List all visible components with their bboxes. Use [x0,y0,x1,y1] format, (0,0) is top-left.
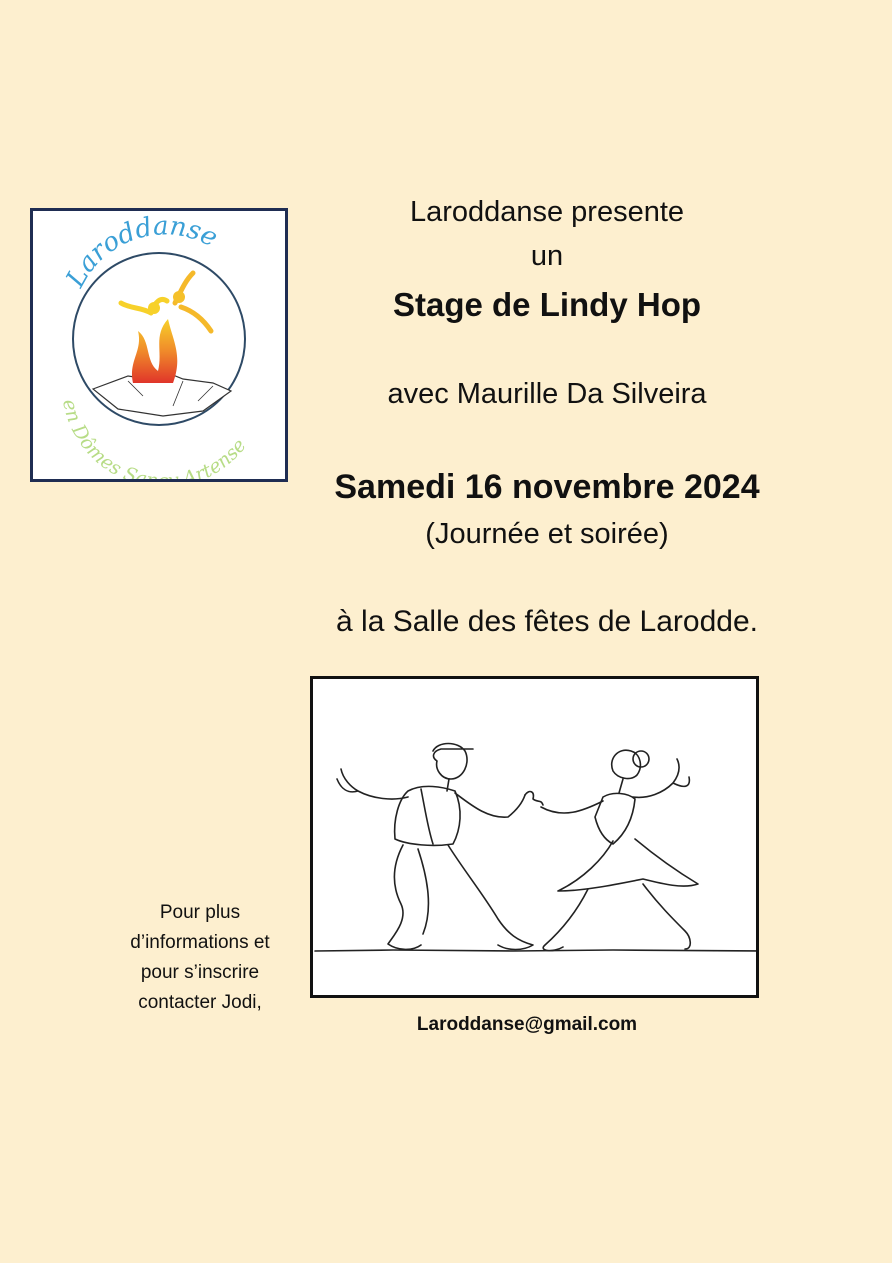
contact-line: contacter Jodi, [138,992,262,1013]
laroddanse-logo [33,211,285,479]
intro-line: Laroddanse presente [409,196,685,228]
contact-text [110,898,290,1018]
event-venue: à la Salle des fêtes de Larodde. [336,605,758,638]
intro-un: un [530,240,564,272]
lindy-hop-dancers-line-drawing [313,679,756,995]
contact-line: Pour plus [159,902,241,923]
contact-email[interactable]: Laroddanse@gmail.com [416,1014,638,1035]
logo-top-text: Laroddanse [60,211,223,293]
event-schedule: (Journée et soirée) [425,518,669,550]
flame-shape [132,319,177,383]
dancers-illustration-frame [310,676,759,998]
logo-frame [30,208,288,482]
event-title: Stage de Lindy Hop [392,286,702,323]
contact-line: d’informations et [130,932,270,953]
teacher-line: avec Maurille Da Silveira [387,378,707,410]
contact-line: pour s’inscrire [140,962,260,983]
event-date: Samedi 16 novembre 2024 [334,468,760,506]
logo-bottom-text: en Dômes Sa Artense [57,397,251,479]
